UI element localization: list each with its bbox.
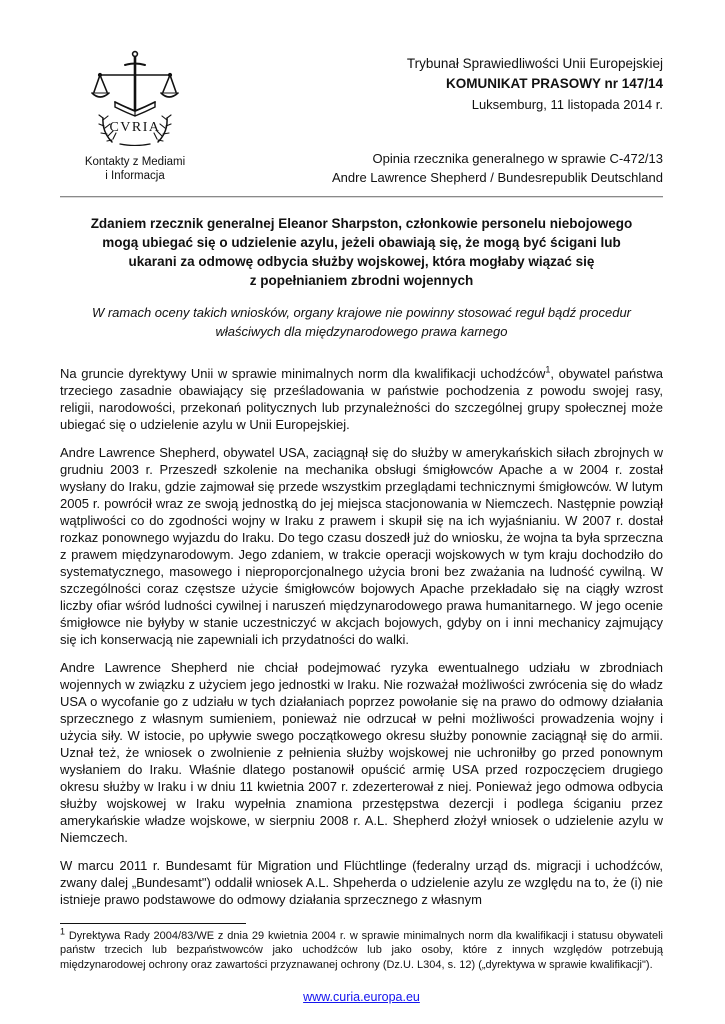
institution-name: Trybunał Sprawiedliwości Unii Europejskiej xyxy=(406,56,663,71)
footnote-block xyxy=(60,923,663,1007)
headline-line3: ukarani za odmowę odbycia służby wojskowej, która mogłaby wiązać się xyxy=(128,254,595,269)
body-text xyxy=(60,365,663,908)
headline-line1: Zdaniem rzecznik generalnej Eleanor Sharpston, członkowie personelu niebojowego xyxy=(90,215,633,231)
case-reference-line2: Andre Lawrence Shepherd / Bundesrepublik Deutschland xyxy=(332,169,663,185)
paragraph-desertion: Andre Lawrence Shepherd nie chciał podejmować ryzyka ewentualnego udziału w zbrodniach wojennych w związku z użyciem jego jednostki w Iraku. Nie rozważał możliwości zwrócenia się do władz USA o wycofanie go z udziału w tych działaniach poprzez powołanie się na prawo do odmowy działania sprzecznego z własnym sumieniem, ponieważ nie odrzucał w pełni możliwości prowadzenia wojny i użycia siły. W istocie, po upływie swego początkowego okresu służby ponownie zaciągnął się do armii. Uznał też, że wniosek o zwolnienie z pełnienia służby wojskowej nie uchroniłby go przed ponownym wysłaniem do Iraku. Właśnie dlatego postanowił opuścić armię USA przed rozpoczęciem drugiego okresu służby w Iraku i w dniu 11 kwietnia 2007 r. zdezerterował z niej. Ponieważ jego odmowa odbycia służby wojskowej w Iraku wypełnia znamiona przestępstwa dezercji i podlega ściganiu przez amerykańskie władze wojskowe, w sierpniu 2008 r. A.L. Shepherd złożył wniosek o udzielenie azylu w Niemczech. xyxy=(60,660,663,846)
page-footer xyxy=(60,988,663,1006)
document-header xyxy=(60,50,663,188)
paragraph-intro-continuation: , obywatel państwa trzeciego zasadnie obawiający się prześladowania w państwie pochodzenia z powodu swojej rasy, religii, narodowości, przekonań politycznych lub przynależności do szczególnej grupy społecznej może ubiegać się o udzielenie azylu w Unii Europejskiej. xyxy=(60,366,663,433)
media-contacts-line2: i Informacja xyxy=(105,170,165,183)
header-divider xyxy=(60,196,663,198)
case-reference xyxy=(210,150,663,188)
headline xyxy=(60,214,663,291)
logo-column xyxy=(60,50,210,184)
paragraph-shepherd-background: Andre Lawrence Shepherd, obywatel USA, zaciągnął się do służby w amerykańskich siłach zbrojnych w grudniu 2003 r. Przeszedł szkolenie na mechanika obsługi śmigłowców Apache a w 2004 r. został wysłany do Iraku, gdzie zajmował się przede wszystkim przeglądami technicznymi śmigłowców. W lutym 2005 r. powrócił wraz ze swoją jednostką do jej miejsca stacjonowania w Niemczech. Następnie powziął wątpliwości co do zgodności wojny w Iraku z prawem i skupił się na ich wyjaśnianiu. W 2007 r. dostał rozkaz ponownego wyjazdu do Iraku. Do tego czasu doszedł już do wniosku, że wojna ta była sprzeczna z prawem międzynarodowym. Jego zdaniem, w trakcie operacji wojskowych w tym kraju dochodziło do systematycznego, masowego i nieproporcjonalnego użycia broni bez zważania na ludność cywilną. W szczególności coraz częstsze użycie śmigłowców bojowych Apache przekładało się na ciągły wzrost liczby ofiar wśród ludności cywilnej i naruszeń międzynarodowego prawa humanitarnego. W jego ocenie śmigłowce nie byłyby w stanie uczestniczyć w akcjach bojowych, gdyby on i inni mechanicy zajmujący się ich konserwacją nie zapewniali ich przydatności do walki. xyxy=(60,445,663,648)
case-reference-line1: Opinia rzecznika generalnego w sprawie C-472/13 xyxy=(372,151,663,166)
cvria-scales-of-justice-icon xyxy=(89,50,181,146)
footnote-1 xyxy=(60,925,663,973)
paragraph-intro xyxy=(60,365,663,433)
subheadline xyxy=(60,304,663,341)
paragraph-bundesamt-decision: W marcu 2011 r. Bundesamt für Migration und Flüchtlinge (federalny urząd ds. migracji i uchodźców, zwany dalej „Bundesamt") oddalił wniosek A.L. Shpeherda o udzielenie azylu ze względu na to, że (i) nie istnieje prawo podstawowe do odmowy działania sprzecznego z własnym xyxy=(60,858,663,908)
curia-website-link[interactable]: www.curia.europa.eu xyxy=(303,990,420,1004)
media-contacts-line1: Kontakty z Mediami xyxy=(84,156,186,168)
header-text-block xyxy=(210,50,663,188)
headline-line2: mogą ubiegać się o udzielenie azylu, jeżeli obawiają się, że mogą być ścigani lub xyxy=(102,234,621,250)
footnote-divider xyxy=(60,923,246,924)
press-release-number: KOMUNIKAT PRASOWY nr 147/14 xyxy=(445,76,663,92)
subheadline-line1: W ramach oceny takich wniosków, organy krajowe nie powinny stosować reguł bądź procedur xyxy=(91,305,632,321)
headline-line4: z popełnianiem zbrodni wojennych xyxy=(249,273,474,289)
paragraph-intro-text: Na gruncie dyrektywy Unii w sprawie minimalnych norm dla kwalifikacji uchodźców xyxy=(60,366,546,382)
dateline: Luksemburg, 11 listopada 2014 r. xyxy=(471,96,663,112)
footnote-1-text: Dyrektywa Rady 2004/83/WE z dnia 29 kwietnia 2004 r. w sprawie minimalnych norm dla kwalifikacji i statusu obywateli państw trzecich lub bezpaństwowców jako uchodźców lub jako osoby, które z innych względów potrzebują międzynarodowej ochrony oraz zawartości przyznawanej ochrony (Dz.U. L304, s. 12) („dyrektywa w sprawie kwalifikacji"). xyxy=(60,929,663,971)
subheadline-line2: właściwych dla międzynarodowego prawa karnego xyxy=(215,323,508,339)
footnote-reference-1[interactable]: 1 xyxy=(545,364,551,375)
svg-text:CVRIA: CVRIA xyxy=(109,120,161,135)
footnote-1-marker: 1 xyxy=(60,925,66,936)
media-contacts-caption xyxy=(60,155,210,184)
